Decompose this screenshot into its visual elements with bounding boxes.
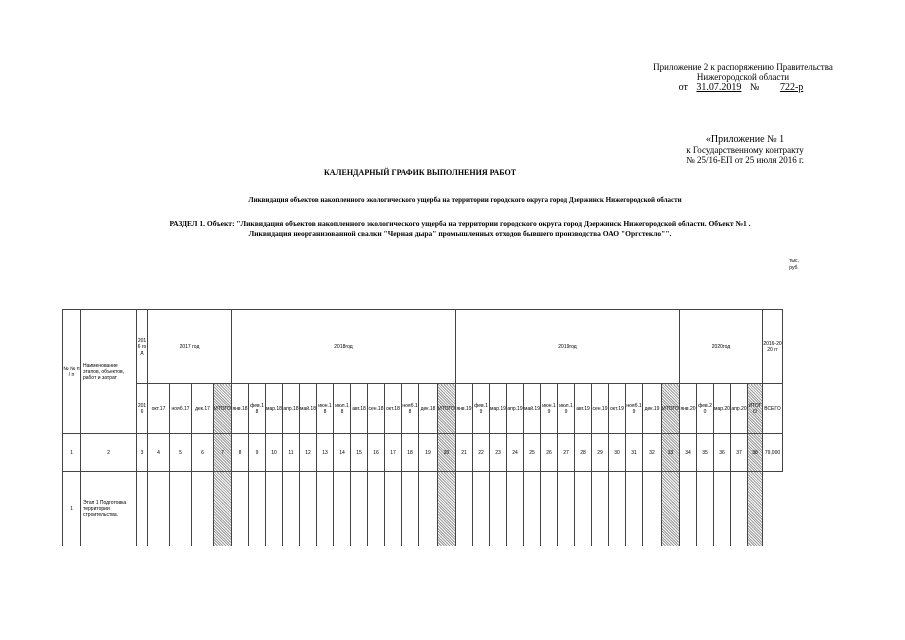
stage-value-cell [575, 472, 592, 546]
month-header-cell: мар.18 [266, 384, 283, 434]
stage-value-cell [368, 472, 385, 546]
month-header-cell: сен.19 [592, 384, 609, 434]
appendix-line1: Приложение 2 к распоряжению Правительства [653, 62, 833, 72]
stage-value-cell [249, 472, 266, 546]
stage-value-cell [300, 472, 317, 546]
column-number-cell: 20 [438, 434, 456, 472]
column-number-cell: 4 [148, 434, 170, 472]
section-line2: Ликвидация неорганизованной свалки "Черная дыра" промышленных отходов бывшего производства ОАО "Оргстекло"". [248, 229, 672, 238]
stage-value-cell [317, 472, 334, 546]
month-header-cell: окт.18 [385, 384, 402, 434]
month-header-cell: май.18 [300, 384, 317, 434]
stage-value-cell [192, 472, 214, 546]
stage-value-cell [214, 472, 232, 546]
month-header-cell: апр.20 [731, 384, 748, 434]
section-line1: РАЗДЕЛ 1. Объект: "Ликвидация объектов накопленного экологического ущерба на территории городского округа город Дзержинск Нижегородской области. Объект №1 . [169, 219, 751, 228]
month-header-cell: дек.17 [192, 384, 214, 434]
year-2020-header: 2020год [680, 310, 763, 384]
year-2017-header: 2017 год [148, 310, 232, 384]
page-subtitle: Ликвидация объектов накопленного экологического ущерба на территории городского округа город Дзержинск Нижегородской области [248, 196, 682, 204]
month-header-cell: ВСЕГО [763, 384, 783, 434]
column-number-cell: 15 [351, 434, 368, 472]
year-2018-header: 2018год [232, 310, 456, 384]
stage-value-cell [266, 472, 283, 546]
stage-value-cell [334, 472, 351, 546]
stage-number: 1 [63, 472, 81, 546]
stage-value-cell [490, 472, 507, 546]
month-header-cell: фев.18 [249, 384, 266, 434]
stage-value-cell [541, 472, 558, 546]
column-number-cell: 6 [192, 434, 214, 472]
stage-value-cell [351, 472, 368, 546]
month-header-cell: окт.17 [148, 384, 170, 434]
column-number-cell: 27 [558, 434, 575, 472]
column-number-cell: 28 [575, 434, 592, 472]
col-2016-header: 2016 год [137, 310, 148, 384]
annex-line2: к Государственному контракту [686, 145, 804, 155]
column-number-cell: 29 [592, 434, 609, 472]
month-header-cell: нояб.19 [626, 384, 643, 434]
page-title: КАЛЕНДАРНЫЙ ГРАФИК ВЫПОЛНЕНИЯ РАБОТ [323, 168, 517, 177]
date-value: 31.07.2019 [696, 82, 742, 93]
column-number-cell: 12 [300, 434, 317, 472]
month-header-cell: янв.18 [232, 384, 249, 434]
annex-line3: № 25/16-ЕП от 25 июля 2016 г. [686, 155, 804, 165]
month-header-cell: нояб.18 [402, 384, 419, 434]
column-number-cell: 19 [419, 434, 438, 472]
stage-value-cell [148, 472, 170, 546]
stage-value-cell [402, 472, 419, 546]
month-header-cell: мар.19 [490, 384, 507, 434]
stage-value-cell [680, 472, 697, 546]
column-number-cell: 25 [524, 434, 541, 472]
stage-value-cell [558, 472, 575, 546]
month-header-cell: фев.19 [473, 384, 490, 434]
month-header-cell: июн.19 [541, 384, 558, 434]
date-prefix: от [678, 82, 688, 93]
column-number-cell: 8 [232, 434, 249, 472]
column-number-cell: 3 [137, 434, 148, 472]
stage-value-cell [592, 472, 609, 546]
column-number-cell: 26 [541, 434, 558, 472]
number-label: № [749, 82, 760, 93]
annex-line1: «Приложение № 1 [705, 134, 785, 145]
month-header-cell: дек.19 [643, 384, 662, 434]
stage-value-cell [438, 472, 456, 546]
stage-value-cell [731, 472, 748, 546]
column-number-cell: 32 [643, 434, 662, 472]
month-header-cell: авг.18 [351, 384, 368, 434]
stage-value-cell [763, 472, 783, 546]
column-number-cell: 5 [170, 434, 192, 472]
month-header-row [63, 384, 783, 434]
column-number-cell: 18 [402, 434, 419, 472]
stage-value-cell [748, 472, 763, 546]
column-number-cell: 21 [456, 434, 473, 472]
schedule-table [62, 309, 783, 546]
column-number-cell: 35 [697, 434, 714, 472]
year-header-row [63, 310, 783, 384]
month-header-cell: янв.19 [456, 384, 473, 434]
column-number-cell: 22 [473, 434, 490, 472]
col-num-header: № № п / п [63, 310, 81, 434]
column-number-cell: 13 [317, 434, 334, 472]
column-number-cell: 24 [507, 434, 524, 472]
total-period-header: 2016-2020 гг [763, 310, 783, 384]
month-header-cell: ИТОГО [438, 384, 456, 434]
stage-value-cell [714, 472, 731, 546]
stage-value-cell [507, 472, 524, 546]
column-number-cell: 7 [214, 434, 232, 472]
stage-value-cell [170, 472, 192, 546]
stage-value-cell [137, 472, 148, 546]
column-number-cell: 30 [609, 434, 626, 472]
column-number-cell: 10 [266, 434, 283, 472]
stage-value-cell [609, 472, 626, 546]
stage-value-cell [232, 472, 249, 546]
column-number-row [63, 434, 783, 472]
month-header-cell: май.19 [524, 384, 541, 434]
month-header-cell: ИТОГО [748, 384, 763, 434]
stage-value-cell [456, 472, 473, 546]
month-header-cell: фев.20 [697, 384, 714, 434]
appendix-header [640, 62, 846, 94]
month-header-cell: авг.19 [575, 384, 592, 434]
column-number-cell: 23 [490, 434, 507, 472]
stage-value-cell [662, 472, 680, 546]
stage-value-cell [697, 472, 714, 546]
column-number-cell: 33 [662, 434, 680, 472]
month-header-cell: мар.20 [714, 384, 731, 434]
column-number-cell: 31 [626, 434, 643, 472]
table-row [63, 472, 783, 546]
column-number-cell: 34 [680, 434, 697, 472]
annex-block [645, 134, 845, 165]
month-header-cell: сен.18 [368, 384, 385, 434]
month-header-cell: ИТОГО [662, 384, 680, 434]
stage-value-cell [643, 472, 662, 546]
appendix-line3 [640, 82, 846, 94]
appendix-line2: Нижегородской области [696, 72, 790, 82]
stage-value-cell [524, 472, 541, 546]
month-header-cell: апр.19 [507, 384, 524, 434]
col-name-header: Наименование этапов, объектов, работ и затрат [81, 310, 137, 434]
column-number-cell: 37 [731, 434, 748, 472]
month-header-cell: 2016 [137, 384, 148, 434]
column-number-cell: 38 [748, 434, 763, 472]
stage-value-cell [626, 472, 643, 546]
month-header-cell: дек.18 [419, 384, 438, 434]
month-header-cell: нояб.17 [170, 384, 192, 434]
month-header-cell: окт.19 [609, 384, 626, 434]
column-number-cell: 11 [283, 434, 300, 472]
stage-value-cell [283, 472, 300, 546]
year-2019-header: 2019год [456, 310, 680, 384]
column-number-cell: 14 [334, 434, 351, 472]
number-value: 722-р [779, 82, 804, 93]
month-header-cell: апр.18 [283, 384, 300, 434]
column-number-cell: 79,000 [763, 434, 783, 472]
column-number-cell: 16 [368, 434, 385, 472]
month-header-cell: янв.20 [680, 384, 697, 434]
month-header-cell: ИТОГО [214, 384, 232, 434]
section-heading [60, 219, 860, 239]
column-number-cell: 9 [249, 434, 266, 472]
column-number-cell: 36 [714, 434, 731, 472]
column-number-cell: 17 [385, 434, 402, 472]
month-header-cell: июл.19 [558, 384, 575, 434]
units-label: тыс.руб. [789, 258, 799, 271]
stage-value-cell [419, 472, 438, 546]
month-header-cell: июл.18 [334, 384, 351, 434]
month-header-cell: июн.18 [317, 384, 334, 434]
stage-value-cell [473, 472, 490, 546]
column-number-cell: 2 [81, 434, 137, 472]
stage-value-cell [385, 472, 402, 546]
stage-name: Этап 1 Подготовка территории строительства. [81, 472, 137, 546]
column-number-cell: 1 [63, 434, 81, 472]
